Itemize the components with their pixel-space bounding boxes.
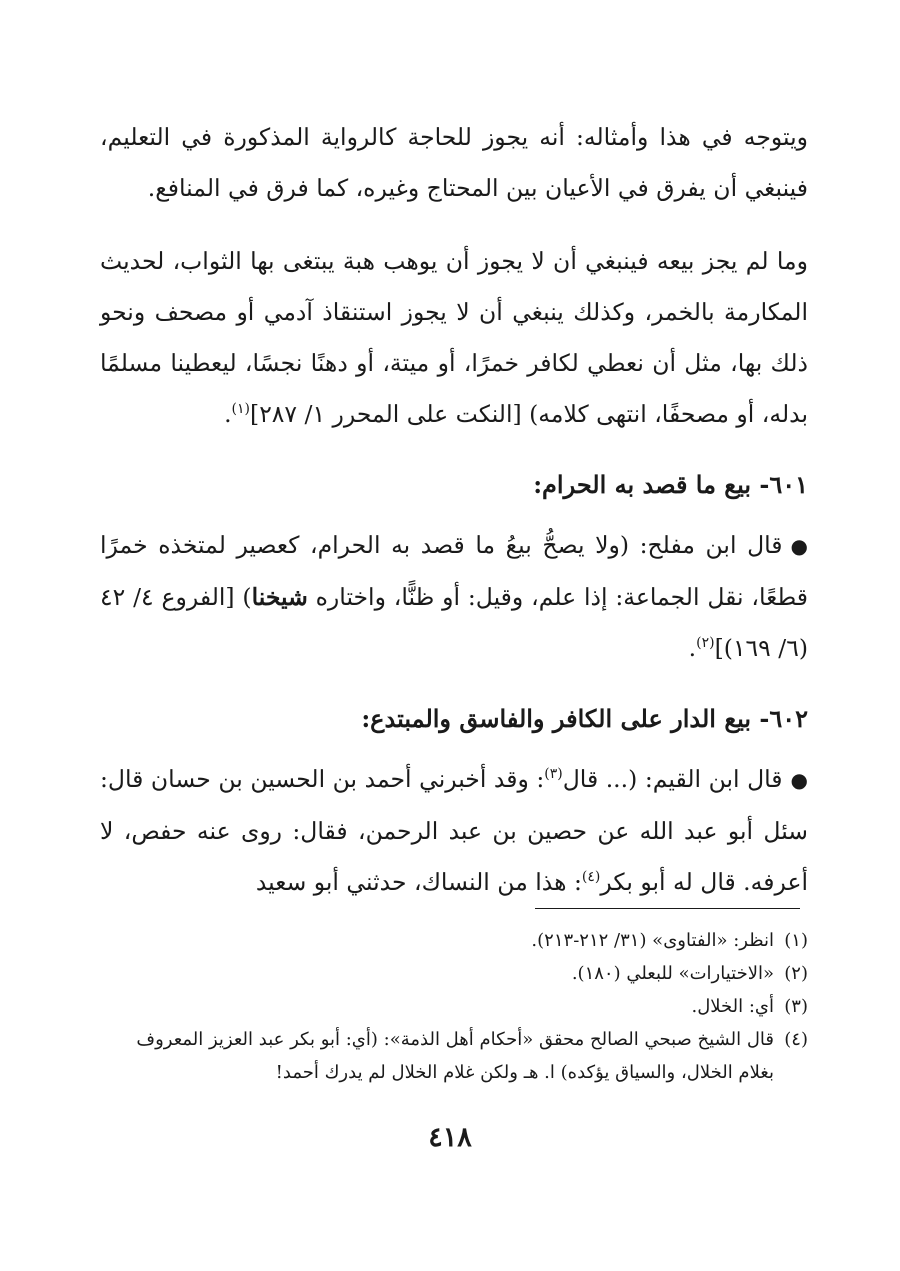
section-601-end: . xyxy=(688,634,697,662)
paragraph-2-end: . xyxy=(224,400,232,428)
footnote-ref-2[interactable]: (٢) xyxy=(696,635,715,652)
section-601-bold-word: شيخنا xyxy=(251,583,308,611)
footnote-item xyxy=(100,924,808,957)
footnote-item xyxy=(100,1023,808,1089)
section-602-text-c: : هذا من النساك، حدثني أبو سعيد xyxy=(255,868,582,896)
footnotes xyxy=(100,924,808,1089)
bullet-icon: ● xyxy=(790,768,808,792)
footnote-text: «الاختيارات» للبعلي (١٨٠). xyxy=(571,963,774,984)
section-601-text-b: ) [الفروع ٤/ ٤٢ (٦/ ١٦٩)] xyxy=(100,583,808,662)
paragraph-2-text: وما لم يجز بيعه فينبغي أن لا يجوز أن يوهب هبة يبتغى بها الثواب، لحديث المكارمة بالخمر، وكذلك ينبغي أن لا يجوز استنقاذ آدمي أو مصحف ونحو ذلك بها، مثل أن نعطي لكافر خمرًا، أو ميتة، أو دهنًا نجسًا، ليعطينا مسلمًا بدله، أو مصحفًا، انتهى كلامه) [النكت على المحرر ١/ ٢٨٧] xyxy=(100,247,808,428)
section-602-paragraph xyxy=(100,754,808,908)
page-number: ٤١٨ xyxy=(428,1122,472,1153)
paragraph-1-text: ويتوجه في هذا وأمثاله: أنه يجوز للحاجة كالرواية المذكورة في التعليم، فينبغي أن يفرق في الأعيان بين المحتاج وغيره، كما فرق في المنافع. xyxy=(100,123,808,202)
section-601-paragraph xyxy=(100,520,808,674)
paragraph-1 xyxy=(100,112,808,214)
footnote-ref-3[interactable]: (٣) xyxy=(544,766,563,783)
paragraph-2 xyxy=(100,236,808,440)
footnote-item xyxy=(100,990,808,1023)
footnote-number: (١) xyxy=(784,930,808,951)
footnote-number: (٢) xyxy=(784,963,808,984)
footnote-item xyxy=(100,957,808,990)
footnote-ref-4[interactable]: (٤) xyxy=(581,869,601,886)
section-601-text-a: قال ابن مفلح: (ولا يصحُّ بيعُ ما قصد به الحرام، كعصير لمتخذه خمرًا قطعًا، نقل الجماعة: إذا علم، وقيل: أو ظنًّا، واختاره xyxy=(100,531,808,611)
footnote-number: (٣) xyxy=(784,996,808,1017)
section-602-text-b: : وقد أخبرني أحمد بن الحسين بن حسان قال: سئل أبو عبد الله عن حصين بن عبد الرحمن، فقال: روى عنه حفص، لا أعرفه. قال له أبو بكر xyxy=(100,765,808,896)
footnote-text: انظر: «الفتاوى» (٣١/ ٢١٢-٢١٣). xyxy=(531,930,774,951)
footnote-number: (٤) xyxy=(784,1029,808,1050)
footnote-text: أي: الخلال. xyxy=(691,996,774,1017)
footnote-ref-1[interactable]: (١) xyxy=(231,401,251,418)
footnote-text: قال الشيخ صبحي الصالح محقق «أحكام أهل الذمة»: (أي: أبو بكر عبد العزيز المعروف بغلام الخلال، والسياق يؤكده) ا. هـ ولكن غلام الخلال لم يدرك أحمد! xyxy=(136,1029,774,1083)
bullet-icon: ● xyxy=(790,534,808,558)
section-602-heading: ٦٠٢- بيع الدار على الكافر والفاسق والمبتدع: xyxy=(361,704,808,733)
main-text xyxy=(100,112,808,908)
section-602-text-a: قال ابن القيم: (... قال xyxy=(562,765,783,793)
section-601-heading: ٦٠١- بيع ما قصد به الحرام: xyxy=(533,470,808,499)
footnote-separator xyxy=(535,908,800,909)
